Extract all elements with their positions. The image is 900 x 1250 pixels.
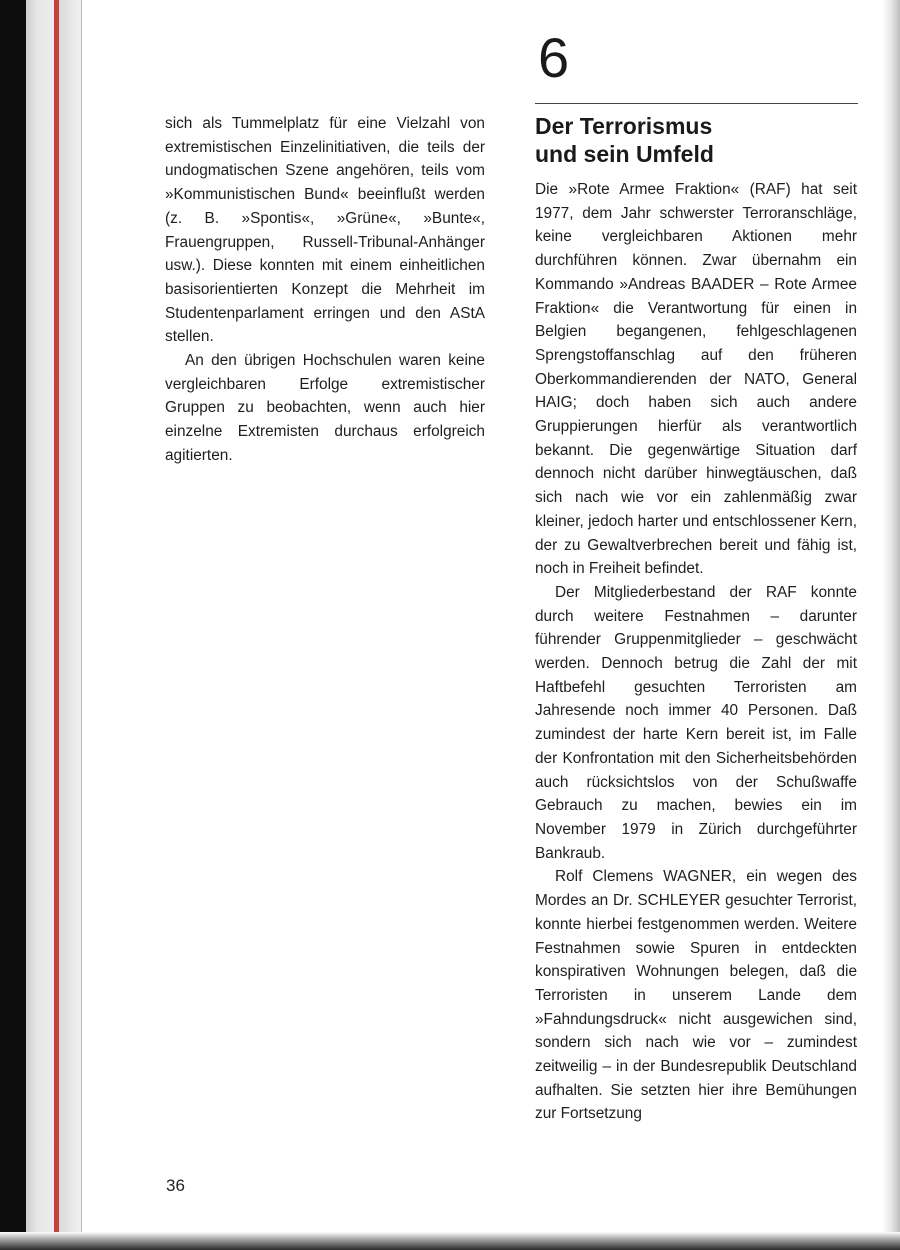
body-paragraph: Der Mitgliederbestand der RAF konnte durch weitere Festnahmen – darunter führender Gruppenmitglieder – geschwächt werden. Dennoch betrug die Zahl der mit Haftbefehl gesuchten Terroristen am Jahresende noch immer 40 Personen. Daß zumindest der harte Kern bereit ist, im Falle der Konfrontation mit den Sicherheitsbehörden auch rücksichtslos von der Schußwaffe Gebrauch zu machen, bewies ein im November 1979 in Zürich durchgeführter Bankraub. (535, 583, 857, 862)
left-text-column (165, 112, 485, 468)
right-text-column (535, 178, 857, 1126)
body-paragraph: Die »Rote Armee Fraktion« (RAF) hat seit 1977, dem Jahr schwerster Terroranschläge, keine vergleichbaren Aktionen mehr durchführen können. Zwar übernahm ein Kommando »Andreas BAADER – Rote Armee Fraktion« die Verantwortung für einen in Belgien begangenen, fehlgeschlagenen Sprengstoffanschlag auf den früheren Oberkommandierenden der NATO, General HAIG; doch haben sich auch andere Gruppierungen hierfür als verantwortlich bekannt. Die gegenwärtige Situation darf dennoch nicht darüber hinwegtäuschen, daß sich nach wie vor ein zahlenmäßig zwar kleiner, jedoch harter und entschlossener Kern, der zu Gewaltverbrechen bereit und fähig ist, noch in Freiheit befindet. (535, 181, 857, 578)
body-paragraph: sich als Tummelplatz für eine Vielzahl von extremistischen Einzelinitiativen, die teils der undogmatischen Szene angehören, teils vom »Kommunistischen Bund« beeinflußt werden (z. B. »Spontis«, »Grüne«, »Bunte«, Frauengruppen, Russell-Tribunal-Anhänger usw.). Diese konnten mit einem einheitlichen basisorientierten Konzept die Mehrheit im Studentenparlament erringen und den AStA stellen. (165, 115, 485, 346)
page-bottom-edge (0, 1232, 900, 1250)
page-right-edge (882, 0, 900, 1250)
chapter-divider (535, 103, 858, 104)
chapter-title (535, 112, 858, 168)
page-number: 36 (166, 1176, 185, 1195)
chapter-title-line: Der Terrorismus (535, 113, 713, 139)
book-binding-shadow (0, 0, 26, 1250)
body-paragraph: Rolf Clemens WAGNER, ein wegen des Mordes an Dr. SCHLEYER gesuchter Terrorist, konnte hierbei festgenommen werden. Weitere Festnahmen sowie Spuren in entdeckten konspirativen Wohnungen belegen, daß die Terroristen in unserem Lande dem »Fahndungsdruck« nicht ausgewichen sind, sondern sich nach wie vor – zumindest zeitweilig – in der Bundesrepublik Deutschland aufhalten. Sie setzten hier ihre Bemühungen zur Fortsetzung (535, 868, 857, 1123)
page-fold-strip (59, 0, 81, 1250)
chapter-number: 6 (538, 26, 570, 89)
body-paragraph: An den übrigen Hochschulen waren keine vergleichbaren Erfolge extremistischer Gruppen zu beobachten, wenn auch hier einzelne Extremisten durchaus erfolgreich agitierten. (165, 352, 485, 464)
chapter-title-line: und sein Umfeld (535, 141, 714, 167)
book-binding-edge (26, 0, 54, 1250)
page-fold-line (81, 0, 82, 1250)
